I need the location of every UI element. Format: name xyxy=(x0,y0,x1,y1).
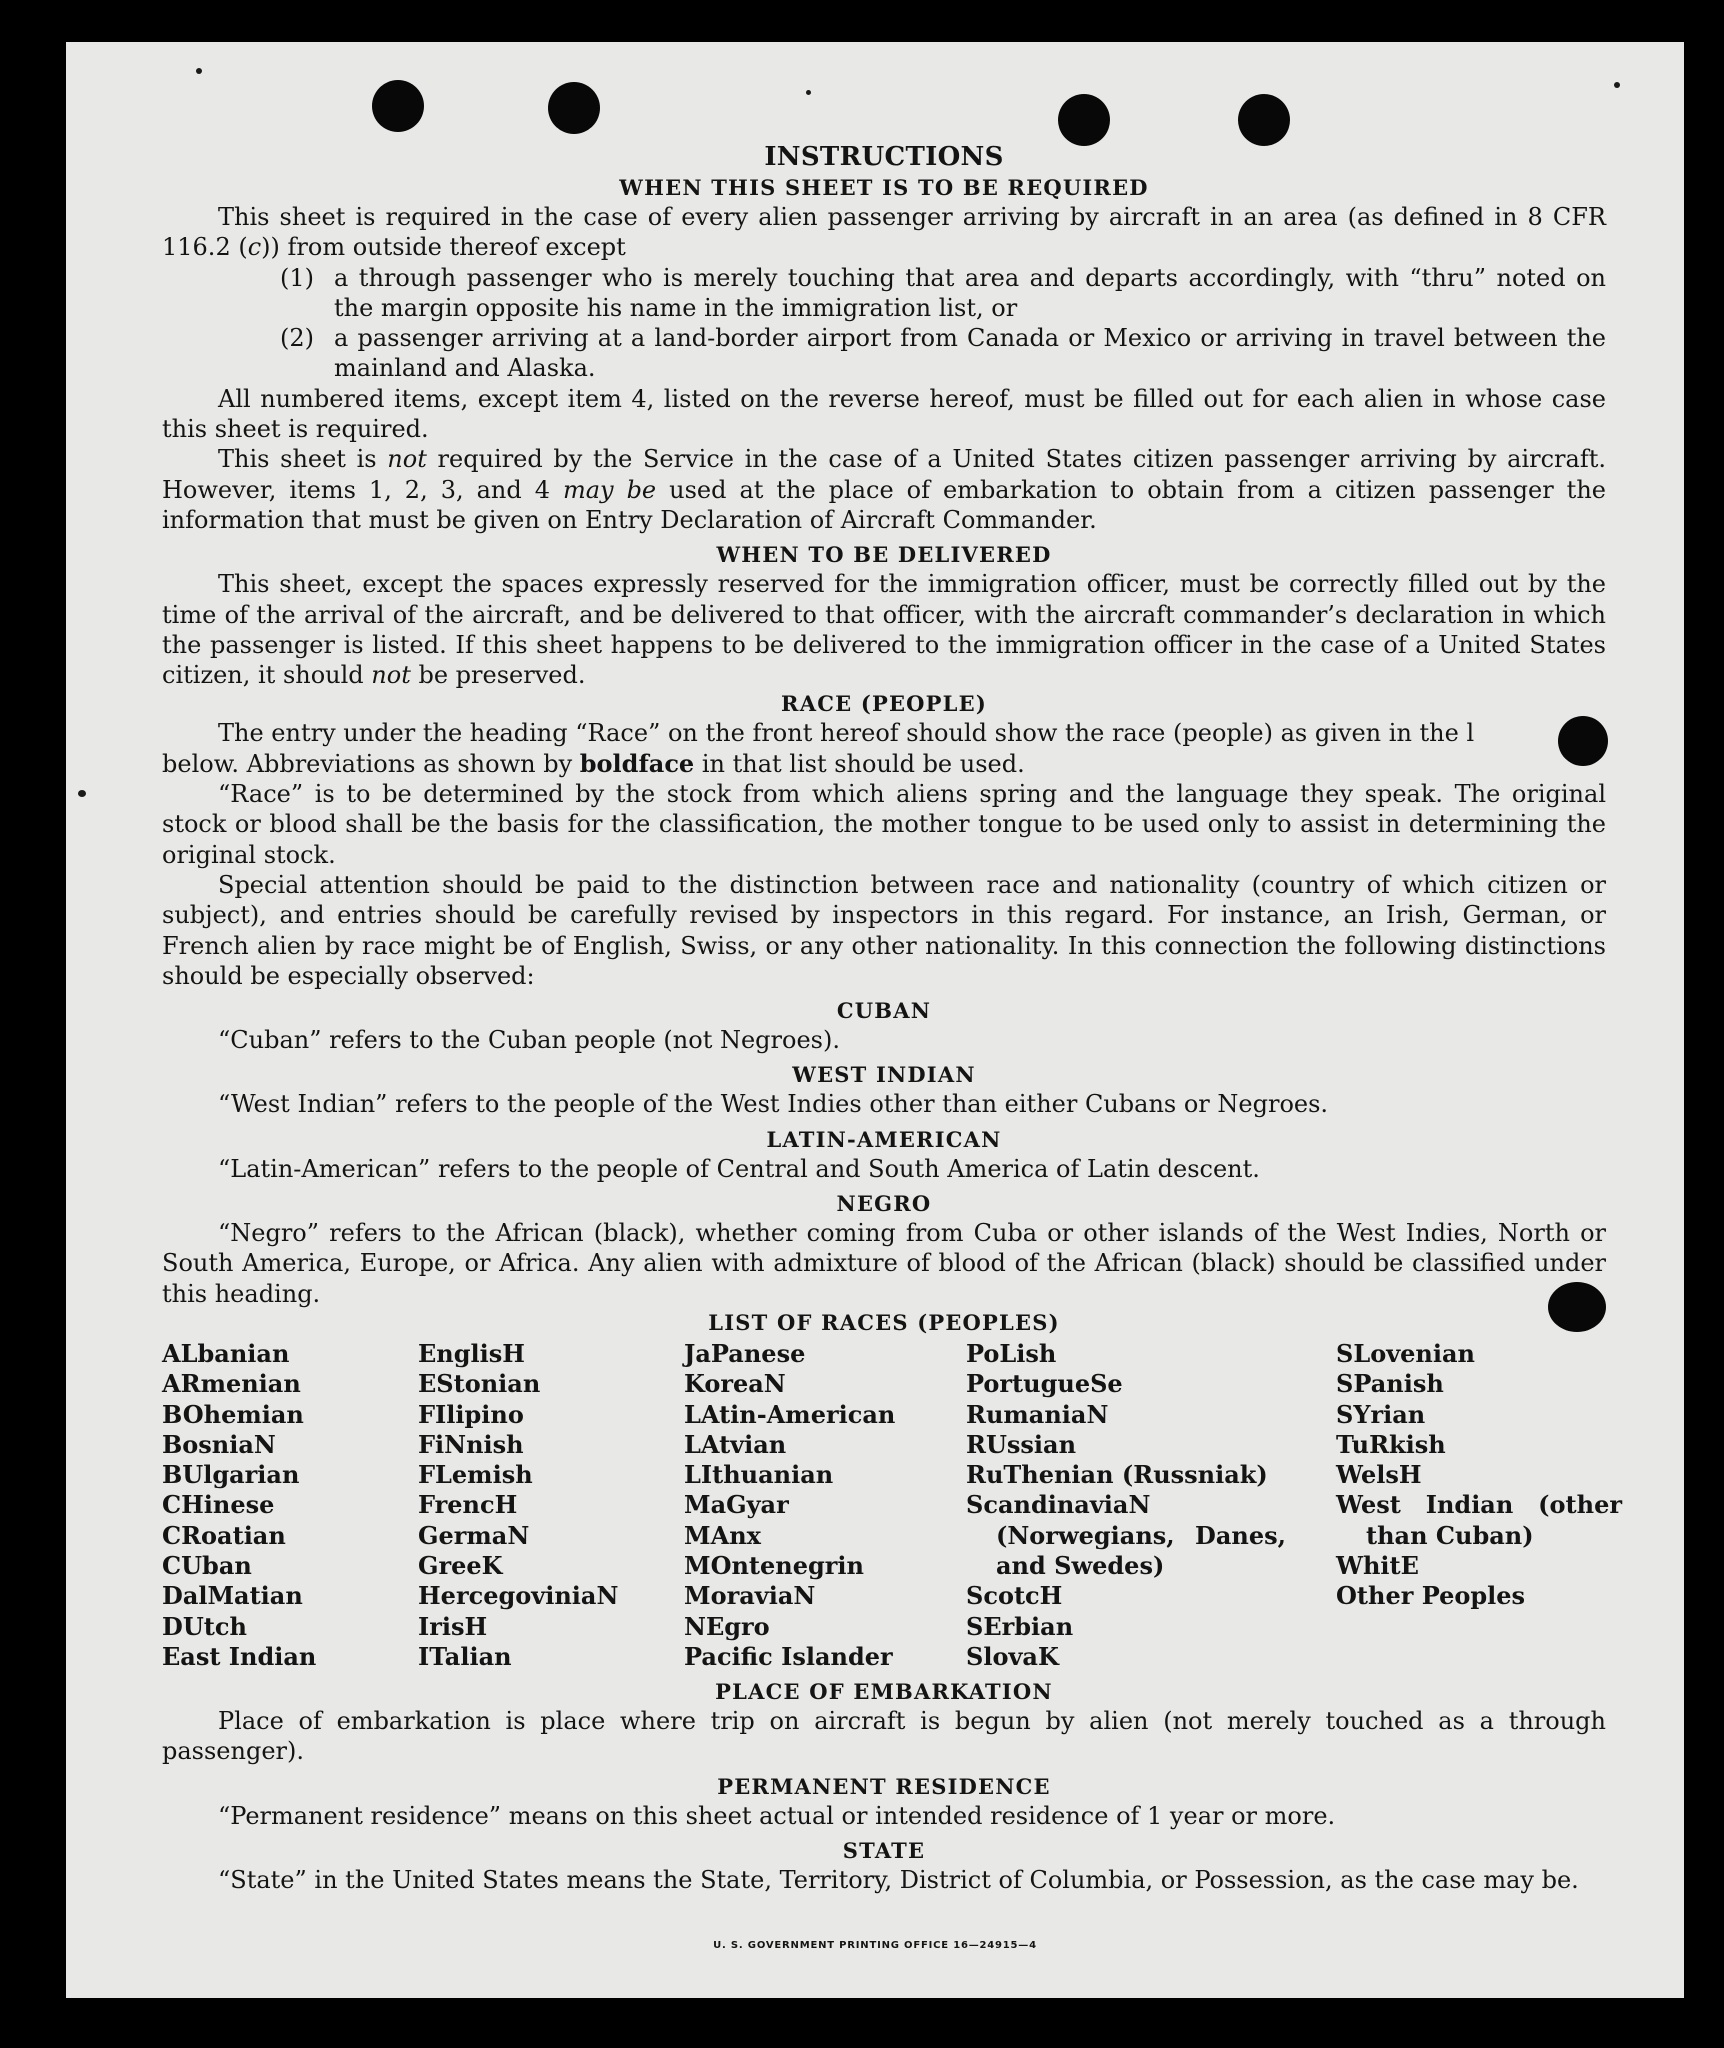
race-item: CUban xyxy=(162,1550,252,1580)
race-item: FLemish xyxy=(418,1460,533,1490)
race-item: IrisH xyxy=(418,1611,488,1641)
race-item: West Indian (other than Cuban) xyxy=(1336,1490,1622,1550)
race-item: NEgro xyxy=(684,1611,770,1641)
document-page xyxy=(66,42,1684,1998)
speck xyxy=(806,90,811,95)
paragraph: “Permanent residence” means on this sheet actual or intended residence of 1 year or more. xyxy=(218,1801,1336,1830)
race-item: LIthuanian xyxy=(684,1460,834,1490)
race-item: RumaniaN xyxy=(966,1399,1109,1429)
section-heading: PLACE OF EMBARKATION xyxy=(715,1679,1053,1705)
section-heading: LIST OF RACES (PEOPLES) xyxy=(708,1309,1060,1335)
race-item: SErbian xyxy=(966,1611,1074,1641)
paragraph: This sheet, except the spaces expressly reserved for the immigration officer, must be correctly filled out by the time of the arrival of the aircraft, and be delivered to that officer, with the aircraft commander’s declaration in which the passenger is listed. If this sheet happens to be delivered to the immigration officer in the case of a United States citizen, it should not be preserved. xyxy=(162,570,1606,690)
race-item: FrencH xyxy=(418,1490,518,1520)
race-item: SPanish xyxy=(1336,1369,1444,1399)
punch-hole xyxy=(548,82,600,134)
race-item: GreeK xyxy=(418,1550,503,1580)
paragraph: This sheet is not required by the Service in the case of a United States citizen passenger arriving by aircraft. However, items 1, 2, 3, and 4 may be used at the place of embarkation to obtain from a citizen passenger the information that must be given on Entry Declaration of Aircraft Commander. xyxy=(162,445,1606,534)
race-item: ARmenian xyxy=(162,1369,301,1399)
paragraph: “Negro” refers to the African (black), whether coming from Cuba or other islands of the West Indies, North or South America, Europe, or Africa. Any alien with admixture of blood of the African (black) should be classified under this heading. xyxy=(162,1219,1606,1308)
race-item: MAnx xyxy=(684,1520,761,1550)
section-heading: WEST INDIAN xyxy=(792,1062,976,1088)
race-item: East Indian xyxy=(162,1641,317,1671)
page-title: INSTRUCTIONS xyxy=(764,142,1004,172)
race-column xyxy=(684,1339,966,1672)
race-item: SLovenian xyxy=(1336,1338,1475,1368)
race-item: FiNnish xyxy=(418,1429,524,1459)
race-item: RUssian xyxy=(966,1429,1077,1459)
race-item: SlovaK xyxy=(966,1641,1059,1671)
paragraph: “Latin-American” refers to the people of Central and South America of Latin descent. xyxy=(218,1154,1260,1183)
printer-imprint: U. S. GOVERNMENT PRINTING OFFICE 16—24915—4 xyxy=(713,1940,1037,1951)
punch-hole xyxy=(1058,94,1110,146)
race-item: CRoatian xyxy=(162,1520,286,1550)
race-item: RuThenian (Russniak) xyxy=(966,1460,1268,1490)
section-heading: WHEN TO BE DELIVERED xyxy=(716,542,1052,568)
race-item: EnglisH xyxy=(418,1338,525,1368)
race-item: DUtch xyxy=(162,1611,247,1641)
punch-hole xyxy=(372,80,424,132)
race-item: LAtin-American xyxy=(684,1399,896,1429)
race-item: HercegoviniaN xyxy=(418,1581,619,1611)
race-item: PortugueSe xyxy=(966,1369,1123,1399)
race-item: ITalian xyxy=(418,1641,512,1671)
race-item: JaPanese xyxy=(684,1338,806,1368)
paragraph: The entry under the heading “Race” on the front hereof should show the race (people) as given in the l xyxy=(218,719,1475,748)
paragraph: “West Indian” refers to the people of the West Indies other than either Cubans or Negroes. xyxy=(218,1090,1329,1119)
race-column xyxy=(966,1339,1336,1672)
race-item: EStonian xyxy=(418,1369,541,1399)
race-item: PoLish xyxy=(966,1338,1057,1368)
race-item: Pacific Islander xyxy=(684,1641,893,1671)
race-list xyxy=(162,1338,1622,1672)
item-text: a through passenger who is merely touching that area and departs accordingly, with “thru” noted on the margin opposite his name in the immigration list, or xyxy=(334,263,1606,322)
speck xyxy=(196,68,202,74)
race-column xyxy=(162,1339,418,1672)
section-heading: PERMANENT RESIDENCE xyxy=(717,1773,1051,1799)
race-item: ALbanian xyxy=(162,1338,290,1368)
paragraph: “Race” is to be determined by the stock from which aliens spring and the language they speak. The original stock or blood shall be the basis for the classification, the mother tongue to be used only to assist in determining the original stock. xyxy=(162,780,1606,869)
paragraph: “State” in the United States means the State, Territory, District of Columbia, or Possession, as the case may be. xyxy=(218,1866,1579,1895)
item-number: (2) xyxy=(280,324,314,353)
race-item: WhitE xyxy=(1336,1550,1419,1580)
race-item: BUlgarian xyxy=(162,1460,300,1490)
paragraph: This sheet is required in the case of every alien passenger arriving by aircraft in an area (as defined in 8 CFR 116.2 (c)) from outside thereof except xyxy=(162,203,1606,262)
race-item: KoreaN xyxy=(684,1369,786,1399)
race-item: LAtvian xyxy=(684,1429,787,1459)
section-heading: NEGRO xyxy=(836,1191,932,1217)
race-item: SYrian xyxy=(1336,1399,1426,1429)
paragraph: Place of embarkation is place where trip on aircraft is begun by alien (not merely touched as a through passenger). xyxy=(162,1707,1606,1766)
section-heading: WHEN THIS SHEET IS TO BE REQUIRED xyxy=(619,175,1149,200)
paragraph: Special attention should be paid to the distinction between race and nationality (country of which citizen or subject), and entries should be carefully revised by inspectors in this regard. For instance, an Irish, German, or French alien by race might be of English, Swiss, or any other nationality. In this connection the following distinctions should be especially observed: xyxy=(162,870,1606,990)
race-column xyxy=(1336,1338,1622,1672)
race-item: MOntenegrin xyxy=(684,1550,864,1580)
race-column xyxy=(418,1339,684,1672)
paragraph: All numbered items, except item 4, listed on the reverse hereof, must be filled out for each alien in whose case this sheet is required. xyxy=(162,384,1606,444)
section-heading: RACE (PEOPLE) xyxy=(781,691,987,717)
race-item: WelsH xyxy=(1336,1460,1422,1490)
race-item: Other Peoples xyxy=(1336,1581,1526,1611)
race-item: BosniaN xyxy=(162,1429,276,1459)
section-heading: CUBAN xyxy=(836,998,932,1024)
race-item: DalMatian xyxy=(162,1581,303,1611)
paragraph: “Cuban” refers to the Cuban people (not Negroes). xyxy=(218,1026,840,1055)
race-item: CHinese xyxy=(162,1490,275,1520)
section-heading: STATE xyxy=(842,1838,926,1864)
section-heading: LATIN-AMERICAN xyxy=(766,1126,1002,1152)
race-item: ScandinaviaN (Norwegians, Danes, and Swedes) xyxy=(966,1490,1286,1580)
numbered-item xyxy=(280,263,1606,324)
punch-hole xyxy=(1238,94,1290,146)
speck xyxy=(1614,82,1620,88)
instructions-content xyxy=(162,140,1622,1895)
race-item: GermaN xyxy=(418,1520,530,1550)
race-item: BOhemian xyxy=(162,1399,304,1429)
paragraph: below. Abbreviations as shown by boldface in that list should be used. xyxy=(162,748,1025,778)
item-number: (1) xyxy=(280,263,314,292)
race-item: MoraviaN xyxy=(684,1581,816,1611)
speck xyxy=(78,790,86,797)
numbered-item xyxy=(280,323,1606,384)
race-item: MaGyar xyxy=(684,1490,789,1520)
race-item: TuRkish xyxy=(1336,1429,1446,1459)
race-item: FIlipino xyxy=(418,1399,524,1429)
race-item: ScotcH xyxy=(966,1581,1063,1611)
item-text: a passenger arriving at a land-border airport from Canada or Mexico or arriving in travel between the mainland and Alaska. xyxy=(334,324,1606,383)
